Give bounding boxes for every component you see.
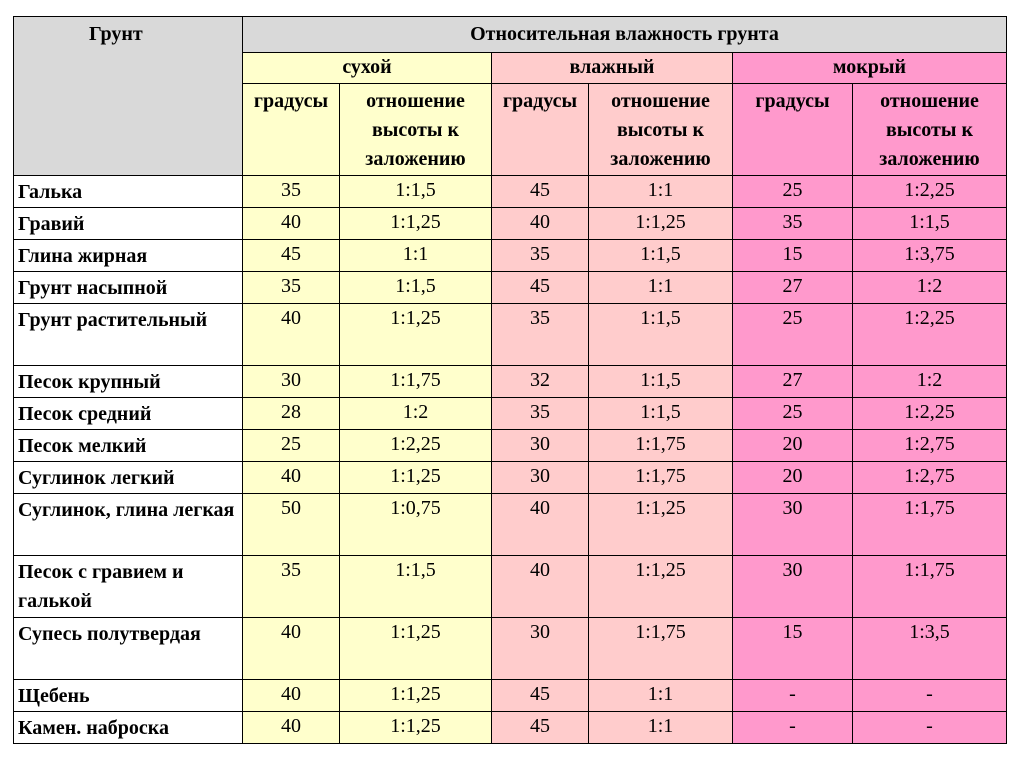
dry-degrees-cell: 40 — [243, 712, 340, 744]
wet-degrees-cell: 40 — [492, 556, 589, 618]
moist-degrees-cell: 25 — [733, 304, 853, 366]
moist-ratio-cell: 1:2 — [853, 366, 1007, 398]
table-row — [14, 618, 1007, 680]
wet-degrees-cell: 45 — [492, 680, 589, 712]
wet-degrees-cell: 35 — [492, 398, 589, 430]
moist-ratio-cell: 1:2,75 — [853, 430, 1007, 462]
wet-degrees-header: градусы — [492, 84, 589, 176]
table-row — [14, 494, 1007, 556]
soil-name-cell: Галька — [14, 176, 243, 208]
wet-ratio-cell: 1:1,75 — [589, 430, 733, 462]
dry-degrees-cell: 50 — [243, 494, 340, 556]
moist-ratio-cell: 1:2,25 — [853, 176, 1007, 208]
moist-degrees-cell: 15 — [733, 618, 853, 680]
dry-degrees-cell: 28 — [243, 398, 340, 430]
dry-degrees-cell: 25 — [243, 430, 340, 462]
dry-ratio-cell: 1:2,25 — [340, 430, 492, 462]
moist-ratio-cell: 1:1,5 — [853, 208, 1007, 240]
moist-ratio-cell: 1:2,25 — [853, 398, 1007, 430]
moist-degrees-cell: 25 — [733, 176, 853, 208]
soil-name-cell: Суглинок легкий — [14, 462, 243, 494]
dry-degrees-cell: 35 — [243, 272, 340, 304]
dry-degrees-cell: 45 — [243, 240, 340, 272]
dry-degrees-cell: 40 — [243, 304, 340, 366]
wet-degrees-cell: 35 — [492, 304, 589, 366]
wet-degrees-cell: 30 — [492, 430, 589, 462]
wet-ratio-cell: 1:1,75 — [589, 462, 733, 494]
dry-ratio-cell: 1:1,25 — [340, 304, 492, 366]
dry-degrees-cell: 40 — [243, 680, 340, 712]
dry-ratio-cell: 1:1,75 — [340, 366, 492, 398]
wet-ratio-header: отношение высоты к заложению — [589, 84, 733, 176]
group-moist-header: мокрый — [733, 53, 1007, 84]
wet-degrees-cell: 35 — [492, 240, 589, 272]
moist-ratio-cell: 1:3,75 — [853, 240, 1007, 272]
moist-ratio-cell: - — [853, 712, 1007, 744]
table-row — [14, 680, 1007, 712]
dry-ratio-header: отношение высоты к заложению — [340, 84, 492, 176]
moist-ratio-cell: 1:1,75 — [853, 494, 1007, 556]
dry-ratio-cell: 1:1,5 — [340, 556, 492, 618]
soil-name-cell: Гравий — [14, 208, 243, 240]
wet-ratio-cell: 1:1,5 — [589, 240, 733, 272]
soil-header: Грунт — [14, 17, 243, 176]
group-dry-header: сухой — [243, 53, 492, 84]
moist-ratio-header: отношение высоты к заложению — [853, 84, 1007, 176]
soil-name-cell: Глина жирная — [14, 240, 243, 272]
wet-degrees-cell: 32 — [492, 366, 589, 398]
wet-ratio-cell: 1:1,5 — [589, 304, 733, 366]
moist-ratio-cell: - — [853, 680, 1007, 712]
dry-degrees-cell: 40 — [243, 462, 340, 494]
dry-degrees-cell: 40 — [243, 618, 340, 680]
soil-name-cell: Камен. наброска — [14, 712, 243, 744]
dry-ratio-cell: 1:1,5 — [340, 176, 492, 208]
moist-ratio-cell: 1:1,75 — [853, 556, 1007, 618]
moist-degrees-cell: 30 — [733, 556, 853, 618]
dry-ratio-cell: 1:0,75 — [340, 494, 492, 556]
moist-ratio-cell: 1:3,5 — [853, 618, 1007, 680]
moist-degrees-header: градусы — [733, 84, 853, 176]
soil-name-cell: Грунт растительный — [14, 304, 243, 366]
soil-name-cell: Щебень — [14, 680, 243, 712]
table-row — [14, 712, 1007, 744]
moist-ratio-cell: 1:2,75 — [853, 462, 1007, 494]
table-row — [14, 304, 1007, 366]
table-row — [14, 366, 1007, 398]
moist-degrees-cell: 27 — [733, 272, 853, 304]
dry-ratio-cell: 1:1,25 — [340, 618, 492, 680]
dry-degrees-cell: 30 — [243, 366, 340, 398]
dry-degrees-cell: 40 — [243, 208, 340, 240]
wet-ratio-cell: 1:1 — [589, 712, 733, 744]
table-row — [14, 430, 1007, 462]
wet-ratio-cell: 1:1 — [589, 680, 733, 712]
dry-degrees-cell: 35 — [243, 556, 340, 618]
moist-degrees-cell: 20 — [733, 430, 853, 462]
table-row — [14, 208, 1007, 240]
dry-ratio-cell: 1:2 — [340, 398, 492, 430]
dry-ratio-cell: 1:1,25 — [340, 712, 492, 744]
moist-degrees-cell: 15 — [733, 240, 853, 272]
dry-ratio-cell: 1:1,25 — [340, 462, 492, 494]
wet-ratio-cell: 1:1,25 — [589, 556, 733, 618]
wet-degrees-cell: 45 — [492, 272, 589, 304]
table-row — [14, 462, 1007, 494]
wet-degrees-cell: 40 — [492, 494, 589, 556]
table-row — [14, 398, 1007, 430]
moist-degrees-cell: 30 — [733, 494, 853, 556]
wet-ratio-cell: 1:1,25 — [589, 208, 733, 240]
moist-degrees-cell: 20 — [733, 462, 853, 494]
dry-ratio-cell: 1:1 — [340, 240, 492, 272]
dry-ratio-cell: 1:1,25 — [340, 680, 492, 712]
soil-name-cell: Песок с гравием и галькой — [14, 556, 243, 618]
soil-name-cell: Песок средний — [14, 398, 243, 430]
moist-degrees-cell: - — [733, 680, 853, 712]
moist-ratio-cell: 1:2,25 — [853, 304, 1007, 366]
wet-degrees-cell: 30 — [492, 462, 589, 494]
soil-slope-table — [13, 16, 1007, 744]
table-row — [14, 176, 1007, 208]
wet-ratio-cell: 1:1 — [589, 176, 733, 208]
moist-degrees-cell: 25 — [733, 398, 853, 430]
humidity-header: Относительная влажность грунта — [243, 17, 1007, 53]
wet-degrees-cell: 40 — [492, 208, 589, 240]
wet-ratio-cell: 1:1,5 — [589, 398, 733, 430]
soil-name-cell: Супесь полутвердая — [14, 618, 243, 680]
soil-name-cell: Суглинок, глина легкая — [14, 494, 243, 556]
wet-ratio-cell: 1:1,25 — [589, 494, 733, 556]
wet-degrees-cell: 45 — [492, 712, 589, 744]
table-body — [14, 176, 1007, 744]
wet-degrees-cell: 45 — [492, 176, 589, 208]
dry-ratio-cell: 1:1,25 — [340, 208, 492, 240]
dry-degrees-header: градусы — [243, 84, 340, 176]
soil-name-cell: Песок крупный — [14, 366, 243, 398]
wet-ratio-cell: 1:1,75 — [589, 618, 733, 680]
dry-degrees-cell: 35 — [243, 176, 340, 208]
wet-degrees-cell: 30 — [492, 618, 589, 680]
moist-degrees-cell: - — [733, 712, 853, 744]
wet-ratio-cell: 1:1 — [589, 272, 733, 304]
table-header — [14, 17, 1007, 176]
moist-degrees-cell: 35 — [733, 208, 853, 240]
group-wet-header: влажный — [492, 53, 733, 84]
moist-degrees-cell: 27 — [733, 366, 853, 398]
table-row — [14, 272, 1007, 304]
soil-name-cell: Грунт насыпной — [14, 272, 243, 304]
soil-name-cell: Песок мелкий — [14, 430, 243, 462]
table-row — [14, 556, 1007, 618]
dry-ratio-cell: 1:1,5 — [340, 272, 492, 304]
moist-ratio-cell: 1:2 — [853, 272, 1007, 304]
table-row — [14, 240, 1007, 272]
wet-ratio-cell: 1:1,5 — [589, 366, 733, 398]
